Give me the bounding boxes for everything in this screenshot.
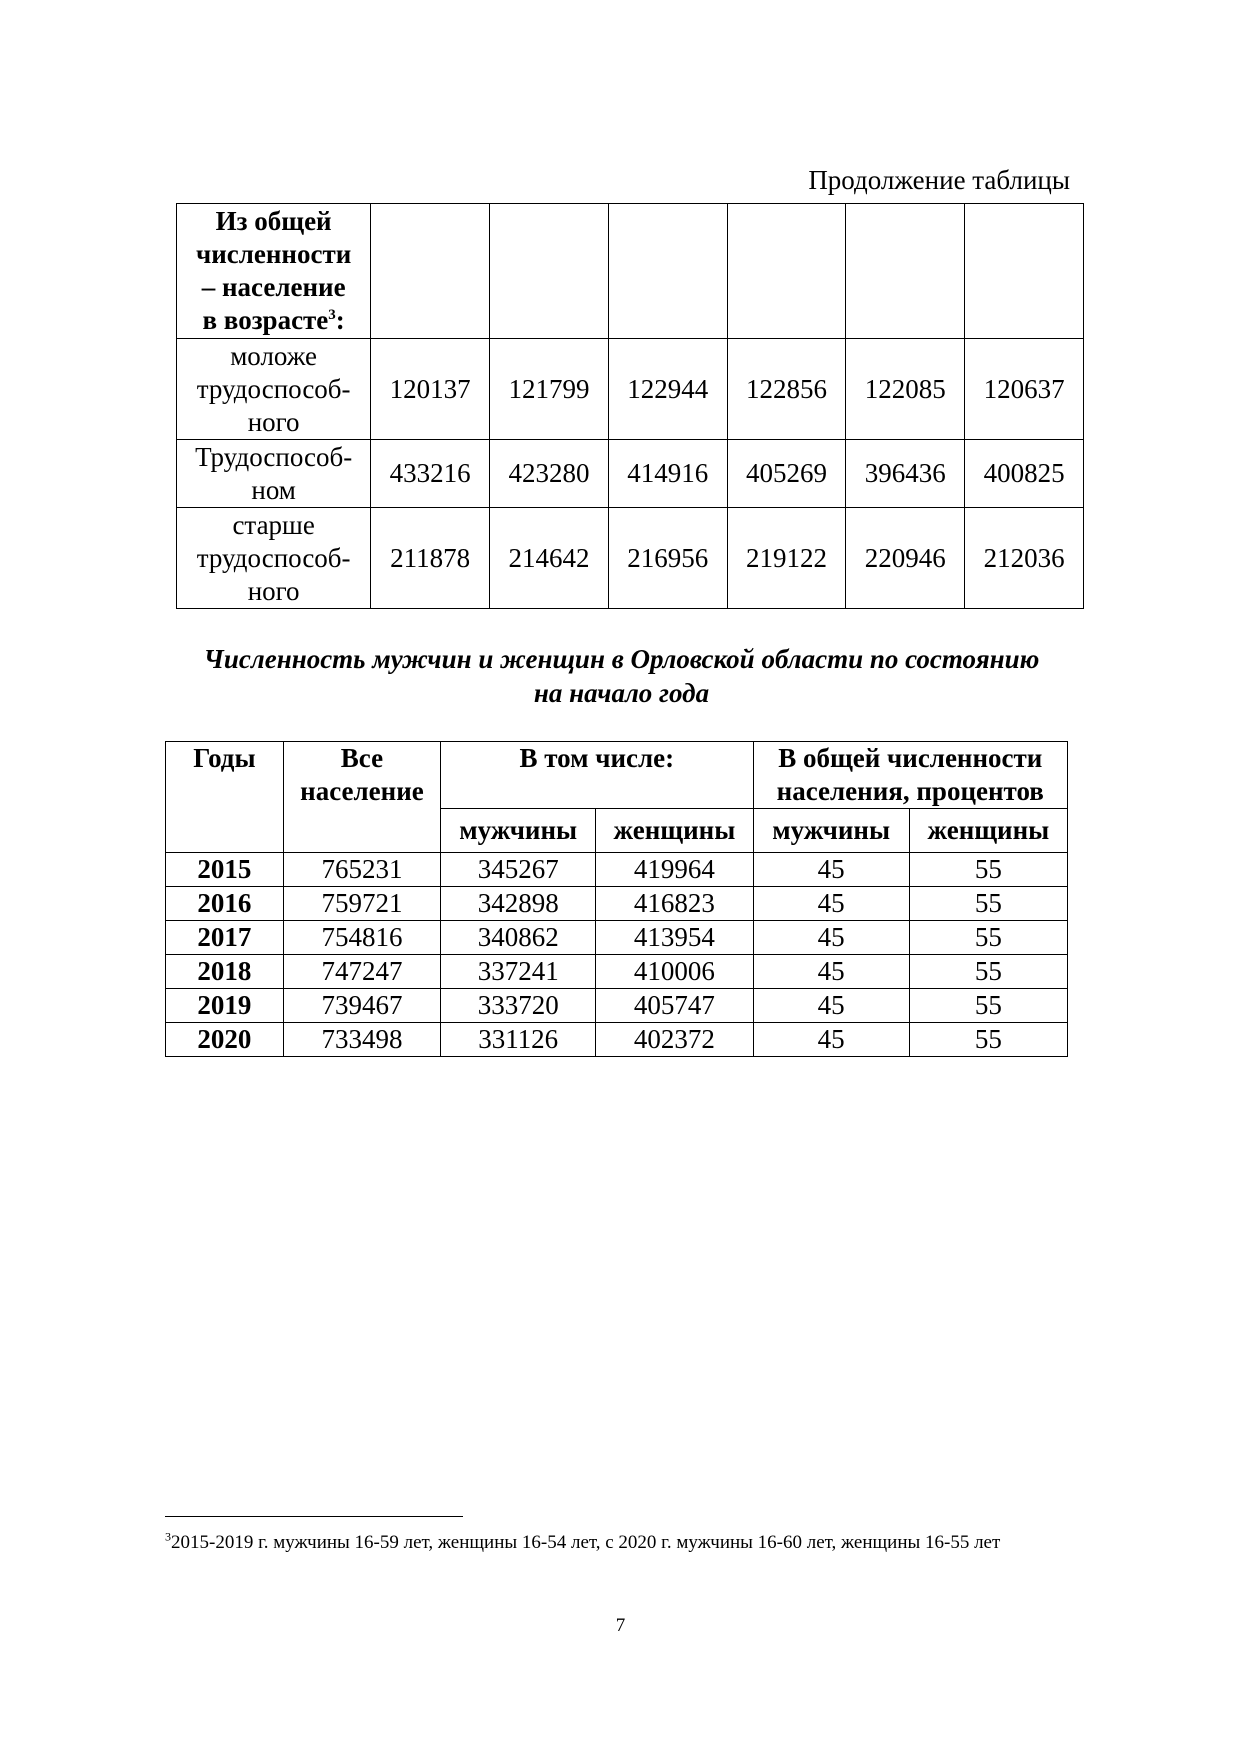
table-cell: 120137 [371, 339, 490, 440]
col-header-share [753, 742, 1067, 809]
table-cell: 400825 [965, 440, 1084, 508]
table-cell: 122856 [727, 339, 846, 440]
table-row [166, 955, 1068, 989]
table-row [177, 204, 1084, 339]
table-cell: 747247 [283, 955, 440, 989]
table-row [177, 440, 1084, 508]
table-cell [727, 204, 846, 339]
col-header-years: Годы [166, 742, 284, 853]
table-cell: 405747 [596, 989, 753, 1023]
table-cell: 216956 [608, 508, 727, 609]
table-cell: 340862 [441, 921, 596, 955]
header-line: В общей численности [778, 743, 1043, 773]
table-cell: 333720 [441, 989, 596, 1023]
header-line: в возрасте [202, 305, 329, 335]
population-by-sex-table [165, 741, 1068, 1057]
table-cell [371, 204, 490, 339]
header-colon: : [335, 305, 345, 335]
col-header-total [283, 742, 440, 853]
continuation-label: Продолжение таблицы [808, 165, 1070, 195]
table-cell: 45 [753, 989, 909, 1023]
table-cell: 120637 [965, 339, 1084, 440]
table-row [166, 887, 1068, 921]
table-row [177, 508, 1084, 609]
table-header-row [166, 742, 1068, 809]
table-cell: 45 [753, 921, 909, 955]
table-cell: 214642 [490, 508, 609, 609]
year-cell: 2017 [166, 921, 284, 955]
label-line: трудоспособ- [196, 373, 351, 404]
year-cell: 2015 [166, 853, 284, 887]
table-cell: 759721 [283, 887, 440, 921]
table-cell: 419964 [596, 853, 753, 887]
table-cell: 405269 [727, 440, 846, 508]
header-line: – население [201, 272, 346, 302]
footnote-mark: 3 [165, 1529, 171, 1544]
table-cell: 55 [909, 853, 1067, 887]
subheader-women: женщины [596, 809, 753, 853]
table-cell: 55 [909, 921, 1067, 955]
table-cell: 342898 [441, 887, 596, 921]
label-line: ного [247, 406, 300, 437]
year-cell: 2018 [166, 955, 284, 989]
header-line: Все [340, 743, 384, 773]
col-header-including: В том числе: [441, 742, 753, 809]
table-cell: 55 [909, 1023, 1067, 1057]
table-cell: 433216 [371, 440, 490, 508]
year-cell: 2019 [166, 989, 284, 1023]
label-line: моложе [230, 340, 318, 371]
year-cell: 2020 [166, 1023, 284, 1057]
table-cell: 122085 [846, 339, 965, 440]
table-cell: 45 [753, 887, 909, 921]
table-cell: 754816 [283, 921, 440, 955]
section-title [150, 642, 1093, 710]
label-line: Трудоспособ- [195, 441, 353, 472]
table-cell: 55 [909, 887, 1067, 921]
header-line: население [300, 776, 424, 806]
table-row [166, 1023, 1068, 1057]
header-line: численности [195, 239, 352, 269]
header-line: населения, процентов [776, 776, 1044, 806]
table-cell: 45 [753, 1023, 909, 1057]
table-cell [846, 204, 965, 339]
table-cell [965, 204, 1084, 339]
table-cell: 414916 [608, 440, 727, 508]
table-cell: 220946 [846, 508, 965, 609]
label-line: старше [232, 509, 315, 540]
table-cell: 219122 [727, 508, 846, 609]
table-cell: 396436 [846, 440, 965, 508]
table-cell: 45 [753, 955, 909, 989]
table-cell: 739467 [283, 989, 440, 1023]
table-row [166, 921, 1068, 955]
table-cell: 55 [909, 989, 1067, 1023]
table-cell: 410006 [596, 955, 753, 989]
footnote [165, 1530, 1075, 1555]
footnote-mark: 3 [328, 307, 336, 323]
table-cell: 331126 [441, 1023, 596, 1057]
title-line: Численность мужчин и женщин в Орловской области по состоянию [203, 644, 1040, 674]
table-row [166, 853, 1068, 887]
table-cell: 423280 [490, 440, 609, 508]
footnote-separator [165, 1516, 463, 1517]
year-cell: 2016 [166, 887, 284, 921]
table-cell: 416823 [596, 887, 753, 921]
table-cell: 122944 [608, 339, 727, 440]
table-cell [490, 204, 609, 339]
table-cell [608, 204, 727, 339]
label-line: ного [247, 575, 300, 606]
table-row [177, 339, 1084, 440]
table-cell: 402372 [596, 1023, 753, 1057]
table-cell: 765231 [283, 853, 440, 887]
row-label [177, 339, 371, 440]
age-group-table [176, 203, 1084, 609]
subheader-women-pct: женщины [909, 809, 1067, 853]
table-cell: 45 [753, 853, 909, 887]
table-cell: 211878 [371, 508, 490, 609]
age-table-header [177, 204, 371, 339]
row-label [177, 508, 371, 609]
table-cell: 345267 [441, 853, 596, 887]
label-line: ном [251, 474, 296, 505]
subheader-men: мужчины [441, 809, 596, 853]
table-cell: 733498 [283, 1023, 440, 1057]
table-cell: 413954 [596, 921, 753, 955]
footnote-text: 2015-2019 г. мужчины 16-59 лет, женщины 16-54 лет, с 2020 г. мужчины 16-60 лет, женщины 16-55 лет [171, 1532, 1001, 1553]
header-line: Из общей [215, 206, 332, 236]
table-cell: 55 [909, 955, 1067, 989]
subheader-men-pct: мужчины [753, 809, 909, 853]
page-number: 7 [615, 1615, 626, 1636]
table-row [166, 989, 1068, 1023]
label-line: трудоспособ- [196, 542, 351, 573]
table-cell: 121799 [490, 339, 609, 440]
row-label [177, 440, 371, 508]
table-cell: 212036 [965, 508, 1084, 609]
table-cell: 337241 [441, 955, 596, 989]
title-line: на начало года [533, 678, 710, 708]
